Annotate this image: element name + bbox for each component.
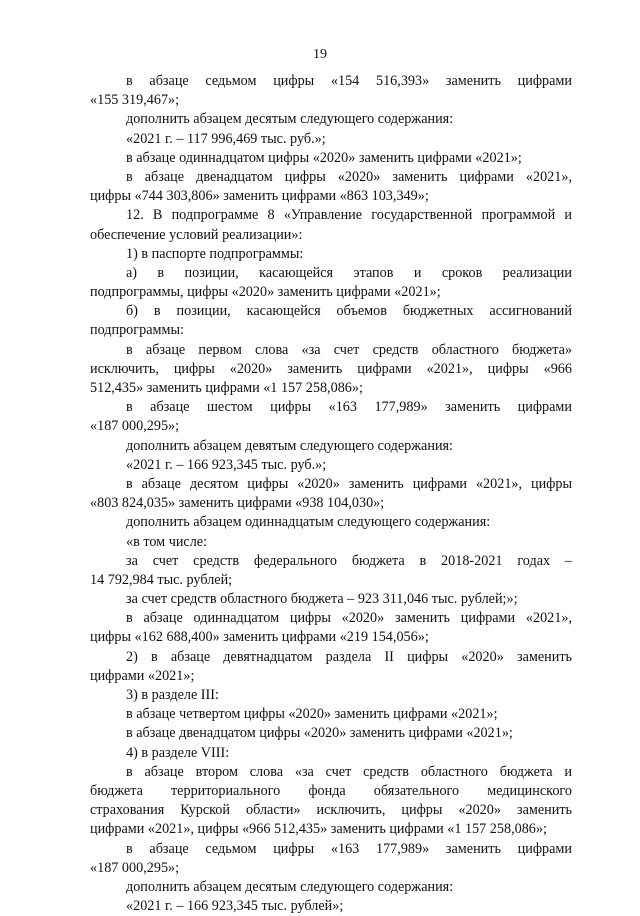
page-number: 19	[313, 47, 327, 62]
text-line: «2021 г. – 117 996,469 тыс. руб.»;	[126, 130, 326, 147]
text-line: 3) в разделе III:	[126, 687, 219, 703]
text-line: цифрами «2021»;	[90, 667, 195, 684]
text-line: подпрограммы:	[90, 322, 184, 339]
text-line: б) в позиции, касающейся объемов бюджетных ассигнований	[126, 303, 572, 320]
text-line: исключить, цифры «2020» заменить цифрами «2021», цифры «966	[90, 360, 572, 377]
text-line: дополнить абзацем девятым следующего содержания:	[126, 437, 454, 454]
text-line: 4) в разделе VIII:	[126, 744, 230, 761]
text-line: подпрограммы, цифры «2020» заменить цифрами «2021»;	[90, 284, 441, 301]
text-line: за счет средств федерального бюджета в 2018-2021 годах –	[126, 552, 572, 569]
text-line: в абзаце двенадцатом цифры «2020» заменить цифрами «2021»,	[126, 168, 572, 185]
text-line: обеспечение условий реализации»:	[90, 226, 303, 243]
text-line: за счет средств областного бюджета – 923 311,046 тыс. рублей;»;	[126, 591, 518, 608]
text-line: 14 792,984 тыс. рублей;	[90, 571, 233, 588]
text-line: цифры «744 303,806» заменить цифрами «863 103,349»;	[90, 188, 429, 205]
text-line: а) в позиции, касающейся этапов и сроков реализации	[126, 264, 572, 281]
text-line: «2021 г. – 166 923,345 тыс. руб.»;	[126, 456, 327, 473]
text-line: 1) в паспорте подпрограммы:	[126, 245, 304, 262]
text-line: «в том числе:	[126, 533, 208, 550]
text-line: дополнить абзацем десятым следующего содержания:	[126, 878, 454, 895]
text-line: 12. В подпрограмме 8 «Управление государственной программой и	[126, 207, 572, 224]
document-body	[90, 72, 572, 916]
text-line: цифры «162 688,400» заменить цифрами «219 154,056»;	[90, 629, 429, 646]
text-line: в абзаце втором слова «за счет средств областного бюджета и	[126, 763, 572, 780]
text-line: дополнить абзацем одиннадцатым следующего содержания:	[126, 514, 491, 531]
text-line: «2021 г. – 166 923,345 тыс. рублей»;	[126, 898, 344, 915]
text-line: в абзаце двенадцатом цифры «2020» заменить цифрами «2021»;	[126, 725, 513, 742]
text-line: в абзаце четвертом цифры «2020» заменить цифрами «2021»;	[126, 706, 498, 723]
text-line: в абзаце седьмом цифры «163 177,989» заменить цифрами	[126, 840, 572, 857]
text-line: в абзаце одиннадцатом цифры «2020» заменить цифрами «2021»,	[126, 610, 572, 627]
text-line: цифрами «2021», цифры «966 512,435» заменить цифрами «1 157 258,086»;	[90, 821, 547, 838]
text-line: в абзаце первом слова «за счет средств областного бюджета»	[126, 341, 572, 358]
text-line: в абзаце шестом цифры «163 177,989» заменить цифрами	[126, 399, 572, 416]
text-line: «803 824,035» заменить цифрами «938 104,030»;	[90, 495, 385, 512]
text-line: «155 319,467»;	[90, 92, 180, 109]
text-line: 512,435» заменить цифрами «1 157 258,086»;	[90, 380, 363, 396]
text-line: страхования Курской области» исключить, цифры «2020» заменить	[90, 802, 572, 819]
text-line: бюджета территориального фонда обязательного медицинского	[90, 782, 572, 799]
text-line: дополнить абзацем десятым следующего содержания:	[126, 111, 454, 128]
text-line: «187 000,295»;	[90, 418, 180, 435]
text-line: в абзаце десятом цифры «2020» заменить цифрами «2021», цифры	[126, 475, 572, 492]
text-line: «187 000,295»;	[90, 859, 180, 876]
text-line: 2) в абзаце девятнадцатом раздела II цифры «2020» заменить	[126, 648, 572, 665]
text-line: в абзаце седьмом цифры «154 516,393» заменить цифрами	[126, 73, 572, 89]
text-line: в абзаце одиннадцатом цифры «2020» заменить цифрами «2021»;	[126, 149, 522, 166]
